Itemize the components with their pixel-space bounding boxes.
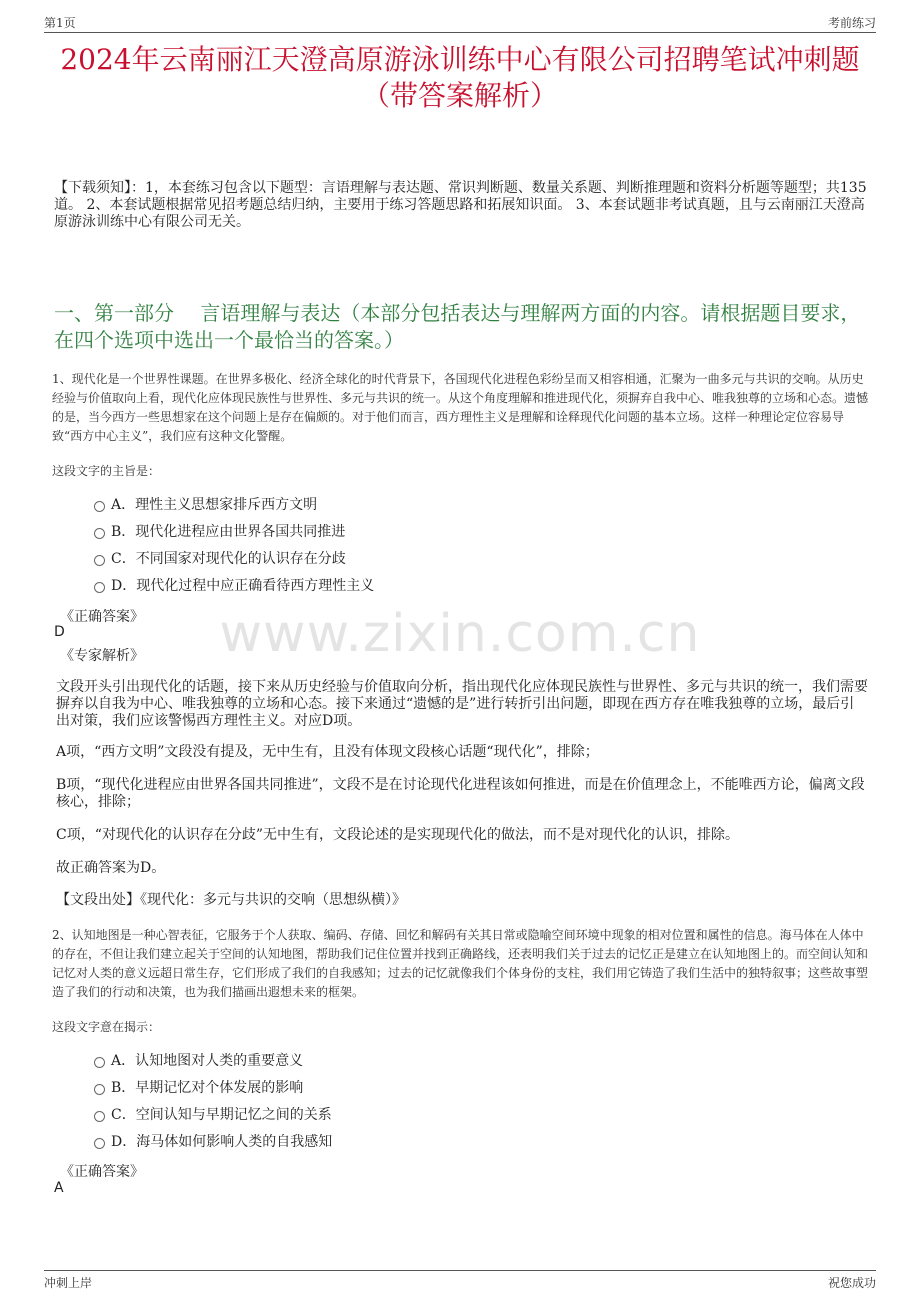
radio-icon[interactable]: [94, 1057, 105, 1068]
q1-option-a[interactable]: [94, 496, 317, 514]
q2-answer-label: 《正确答案》: [60, 1164, 144, 1180]
q1-option-a-label: A．理性主义思想家排斥西方文明: [111, 497, 318, 513]
q1-option-d[interactable]: [94, 577, 374, 595]
q1-analysis-label: 《专家解析》: [60, 648, 144, 664]
q1-analysis-a: A项，“西方文明”文段没有提及，无中生有，且没有体现文段核心话题“现代化”，排除；: [56, 744, 599, 760]
page-header: [44, 12, 876, 33]
q2-option-d-label: D．海马体如何影响人类的自我感知: [111, 1134, 333, 1150]
q2-answer: A: [54, 1180, 64, 1196]
q2-option-a-label: A．认知地图对人类的重要意义: [111, 1053, 304, 1069]
question-1-text: 1、现代化是一个世界性课题。在世界多极化、经济全球化的时代背景下，各国现代化进程色彩纷呈而又相容相通，汇聚为一曲多元与共识的交响。从历史经验与价值取向上看，现代化应体现民族性与世界性、多元与共识的统一。从这个角度理解和推进现代化，须摒弃自我中心、唯我独尊的立场和心态。遗憾的是，当今西方一些思想家在这个问题上是存在偏颇的。对于他们而言，西方理性主义是理解和诠释现代化问题的基本立场。这样一种理论定位容易导致“西方中心主义”，我们应有这种文化警醒。: [52, 372, 869, 443]
q1-source: 【文段出处】《现代化：多元与共识的交响（思想纵横）》: [56, 892, 406, 908]
q1-option-b-label: B．现代化进程应由世界各国共同推进: [111, 524, 346, 540]
question-2-text: 2、认知地图是一种心智表征，它服务于个人获取、编码、存储、回忆和解码有关其日常或隐喻空间环境中现象的相对位置和属性的信息。海马体在人体中的存在，不但让我们建立起关于空间的认知地图，帮助我们记住位置并找到正确路线，还表明我们关于过去的记忆正是建立在认知地图上的。而空间认知和记忆对人类的意义远超日常生存，它们形成了我们的自我感知；过去的记忆就像我们个体身份的支柱，我们用它铸造了我们生活中的独特叙事；这些故事塑造了我们的行动和决策，也为我们描画出遐想未来的框架。: [52, 928, 869, 999]
radio-icon[interactable]: [94, 501, 105, 512]
radio-icon[interactable]: [94, 1111, 105, 1122]
radio-icon[interactable]: [94, 528, 105, 539]
radio-icon[interactable]: [94, 555, 105, 566]
q1-answer-label: 《正确答案》: [60, 609, 144, 625]
radio-icon[interactable]: [94, 582, 105, 593]
footer-right: 祝您成功: [827, 1276, 876, 1290]
q1-analysis-c: C项，“对现代化的认识存在分歧”无中生有，文段论述的是实现现代化的做法，而不是对现代化的认识，排除。: [56, 827, 740, 843]
q2-option-b[interactable]: [94, 1079, 303, 1097]
q2-option-c[interactable]: [94, 1106, 332, 1124]
watermark: www.zixin.com.cn: [219, 604, 701, 664]
header-tag: 考前练习: [827, 16, 876, 30]
section-title: 一、第一部分 言语理解与表达（本部分包括表达与理解两方面的内容。请根据题目要求，在四个选项中选出一个最恰当的答案。）: [54, 301, 861, 352]
q1-option-b[interactable]: [94, 523, 345, 541]
q2-option-c-label: C．空间认知与早期记忆之间的关系: [111, 1107, 332, 1123]
q1-option-d-label: D．现代化过程中应正确看待西方理性主义: [111, 578, 375, 594]
page-footer: [44, 1270, 876, 1293]
q2-option-d[interactable]: [94, 1133, 332, 1151]
question-1-prompt: 这段文字的主旨是：: [52, 464, 161, 478]
page-number: 第1页: [44, 16, 76, 30]
footer-left: 冲刺上岸: [44, 1276, 93, 1290]
question-2-prompt: 这段文字意在揭示：: [52, 1020, 161, 1034]
radio-icon[interactable]: [94, 1084, 105, 1095]
q1-option-c[interactable]: [94, 550, 346, 568]
radio-icon[interactable]: [94, 1138, 105, 1149]
q1-option-c-label: C．不同国家对现代化的认识存在分歧: [111, 551, 346, 567]
q2-option-b-label: B．早期记忆对个体发展的影响: [111, 1080, 304, 1096]
q1-analysis-b: B项，“现代化进程应由世界各国共同推进”，文段不是在讨论现代化进程该如何推进，而是在价值理念上，不能唯西方论，偏离文段核心，排除；: [56, 777, 865, 810]
q1-analysis-conclusion: 故正确答案为D。: [56, 860, 166, 876]
document-title: 2024年云南丽江天澄高原游泳训练中心有限公司招聘笔试冲刺题（带答案解析）: [60, 43, 860, 112]
q1-answer: D: [54, 624, 65, 640]
q1-analysis-paragraph: 文段开头引出现代化的话题，接下来从历史经验与价值取向分析，指出现代化应体现民族性与世界性、多元与共识的统一，我们需要摒弃以自我为中心、唯我独尊的立场和心态。接下来通过“遗憾的是”进行转折引出问题，即现在西方存在唯我独尊的立场，最后引出对策，我们应该警惕西方理性主义。对应D项。: [56, 679, 868, 729]
download-notice: 【下载须知】：1，本套练习包含以下题型：言语理解与表达题、常识判断题、数量关系题、判断推理题和资料分析题等题型；共135道。 2、本套试题根据常见招考题总结归纳，主要用于练习答题思路和拓展知识面。 3、本套试题非考试真题，且与云南丽江天澄高原游泳训练中心有限公司无关。: [54, 180, 867, 230]
q2-option-a[interactable]: [94, 1052, 303, 1070]
